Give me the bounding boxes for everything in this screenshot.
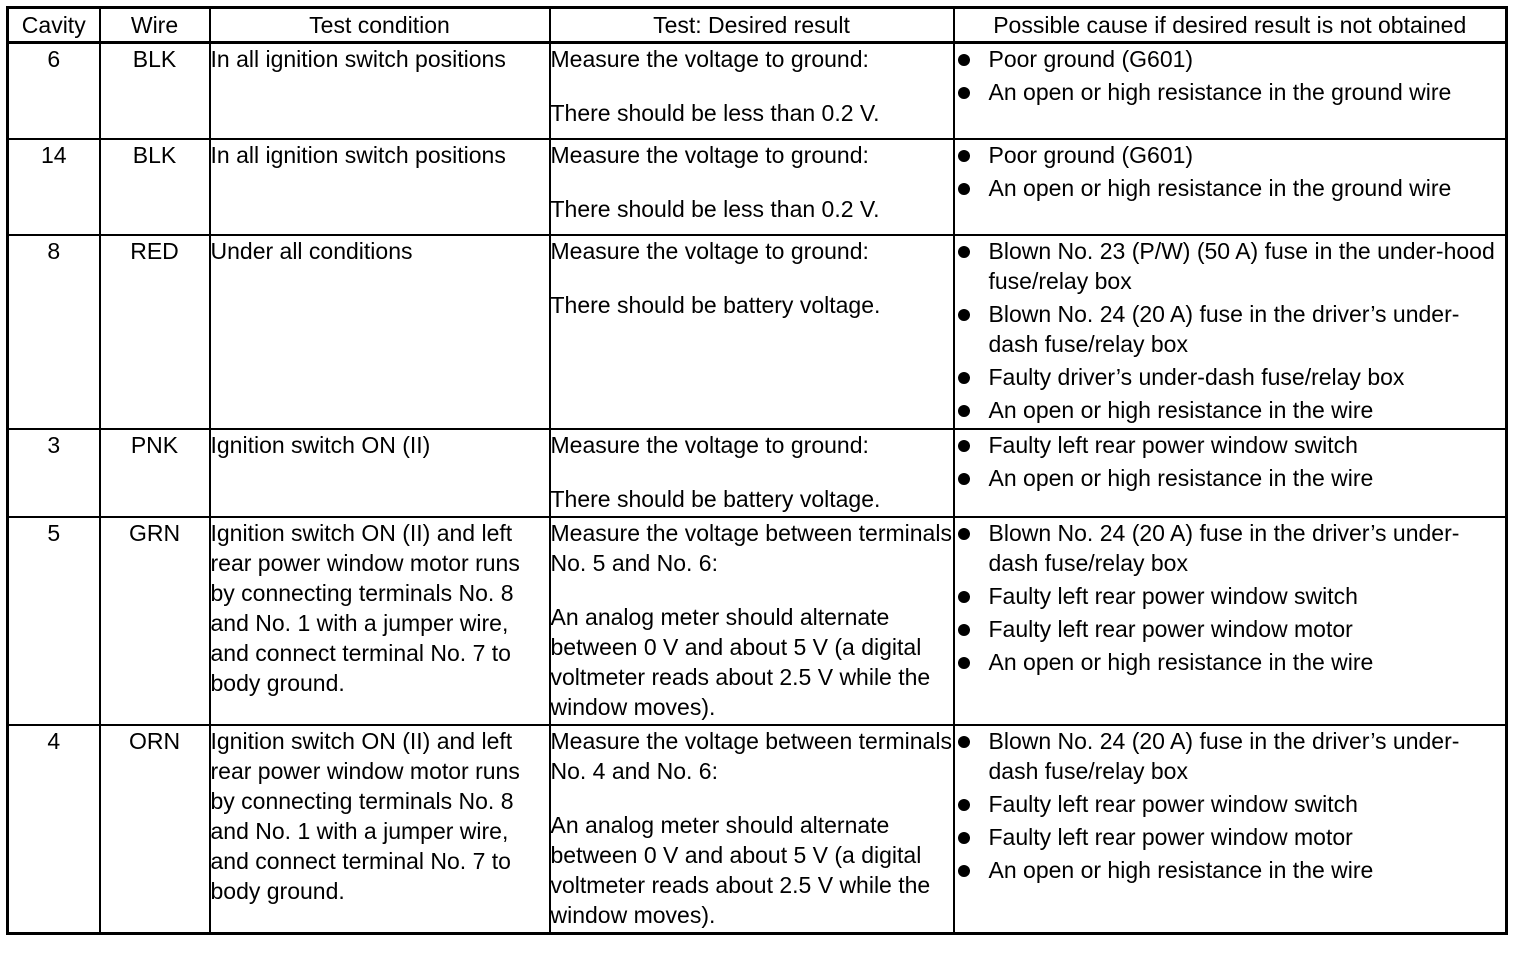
table-row (8, 43, 1507, 140)
cause-item: Blown No. 23 (P/W) (50 A) fuse in the under-hood fuse/relay box (955, 236, 1506, 296)
wire-cell: GRN (100, 517, 210, 725)
condition-cell: Under all conditions (210, 235, 550, 429)
cause-list (955, 44, 1506, 107)
table-row (8, 725, 1507, 934)
test-expected-result: An analog meter should alternate between 0 V and about 5 V (a digital voltmeter reads about 2.5 V while the window moves). (550, 812, 931, 928)
cause-item: Blown No. 24 (20 A) fuse in the driver’s under-dash fuse/relay box (955, 726, 1506, 786)
bullet-icon (958, 54, 970, 66)
diagnostic-table-container (6, 6, 1508, 935)
bullet-icon (958, 624, 970, 636)
test-instruction: Measure the voltage to ground: (550, 432, 869, 458)
cause-cell (954, 517, 1507, 725)
condition-cell: Ignition switch ON (II) and left rear power window motor runs by connecting terminals No. 8 and No. 1 with a jumper wire, and connect terminal No. 7 to body ground. (210, 517, 550, 725)
cause-list (955, 518, 1506, 677)
wire-cell: RED (100, 235, 210, 429)
header-possible-cause: Possible cause if desired result is not obtained (954, 8, 1507, 43)
test-cell (550, 725, 954, 934)
table-row (8, 429, 1507, 517)
cause-item: Blown No. 24 (20 A) fuse in the driver’s under-dash fuse/relay box (955, 518, 1506, 578)
bullet-icon (958, 832, 970, 844)
header-cavity: Cavity (8, 8, 100, 43)
cause-list (955, 726, 1506, 885)
header-wire: Wire (100, 8, 210, 43)
cause-cell (954, 235, 1507, 429)
bullet-icon (958, 183, 970, 195)
cavity-cell: 6 (8, 43, 100, 140)
header-test-condition: Test condition (210, 8, 550, 43)
bullet-icon (958, 372, 970, 384)
wire-cell: PNK (100, 429, 210, 517)
cause-item: An open or high resistance in the wire (955, 647, 1506, 677)
cavity-cell: 5 (8, 517, 100, 725)
cavity-cell: 8 (8, 235, 100, 429)
cause-cell (954, 139, 1507, 235)
test-expected-result: An analog meter should alternate between 0 V and about 5 V (a digital voltmeter reads about 2.5 V while the window moves). (550, 604, 931, 720)
test-cell (550, 235, 954, 429)
test-cell (550, 517, 954, 725)
cause-item: Faulty left rear power window motor (955, 614, 1506, 644)
cavity-cell: 3 (8, 429, 100, 517)
cause-cell (954, 429, 1507, 517)
test-instruction: Measure the voltage to ground: (550, 238, 869, 264)
cause-cell (954, 725, 1507, 934)
condition-cell: Ignition switch ON (II) and left rear power window motor runs by connecting terminals No. 8 and No. 1 with a jumper wire, and connect terminal No. 7 to body ground. (210, 725, 550, 934)
condition-cell: In all ignition switch positions (210, 139, 550, 235)
cause-item: An open or high resistance in the wire (955, 395, 1506, 425)
bullet-icon (958, 736, 970, 748)
cause-item: An open or high resistance in the wire (955, 463, 1506, 493)
test-cell (550, 43, 954, 140)
test-expected-result: There should be less than 0.2 V. (550, 196, 880, 222)
bullet-icon (958, 150, 970, 162)
test-instruction: Measure the voltage between terminals No. 4 and No. 6: (550, 728, 952, 784)
test-expected-result: There should be battery voltage. (550, 292, 881, 318)
bullet-icon (958, 657, 970, 669)
cause-item: Poor ground (G601) (955, 140, 1506, 170)
cause-item: Poor ground (G601) (955, 44, 1506, 74)
bullet-icon (958, 440, 970, 452)
cause-item: An open or high resistance in the wire (955, 855, 1506, 885)
cause-cell (954, 43, 1507, 140)
bullet-icon (958, 799, 970, 811)
cavity-cell: 14 (8, 139, 100, 235)
condition-cell: In all ignition switch positions (210, 43, 550, 140)
diagnostic-table (6, 6, 1508, 935)
header-test-desired-result: Test: Desired result (550, 8, 954, 43)
table-row (8, 517, 1507, 725)
test-cell (550, 429, 954, 517)
table-row (8, 139, 1507, 235)
condition-cell: Ignition switch ON (II) (210, 429, 550, 517)
header-row (8, 8, 1507, 43)
test-instruction: Measure the voltage to ground: (550, 142, 869, 168)
table-row (8, 235, 1507, 429)
wire-cell: ORN (100, 725, 210, 934)
wire-cell: BLK (100, 43, 210, 140)
bullet-icon (958, 87, 970, 99)
cause-item: Faulty left rear power window motor (955, 822, 1506, 852)
bullet-icon (958, 309, 970, 321)
bullet-icon (958, 405, 970, 417)
bullet-icon (958, 528, 970, 540)
cause-item: Blown No. 24 (20 A) fuse in the driver’s under-dash fuse/relay box (955, 299, 1506, 359)
cause-item: Faulty left rear power window switch (955, 430, 1506, 460)
test-expected-result: There should be less than 0.2 V. (550, 100, 880, 126)
bullet-icon (958, 865, 970, 877)
cause-list (955, 140, 1506, 203)
cause-item: Faulty left rear power window switch (955, 789, 1506, 819)
bullet-icon (958, 591, 970, 603)
bullet-icon (958, 473, 970, 485)
cause-item: Faulty left rear power window switch (955, 581, 1506, 611)
cavity-cell: 4 (8, 725, 100, 934)
cause-item: An open or high resistance in the ground wire (955, 173, 1506, 203)
test-instruction: Measure the voltage to ground: (550, 46, 869, 72)
test-expected-result: There should be battery voltage. (550, 486, 881, 512)
cause-list (955, 236, 1506, 425)
cause-item: An open or high resistance in the ground wire (955, 77, 1506, 107)
test-cell (550, 139, 954, 235)
wire-cell: BLK (100, 139, 210, 235)
cause-item: Faulty driver’s under-dash fuse/relay box (955, 362, 1506, 392)
test-instruction: Measure the voltage between terminals No. 5 and No. 6: (550, 520, 952, 576)
bullet-icon (958, 246, 970, 258)
cause-list (955, 430, 1506, 493)
